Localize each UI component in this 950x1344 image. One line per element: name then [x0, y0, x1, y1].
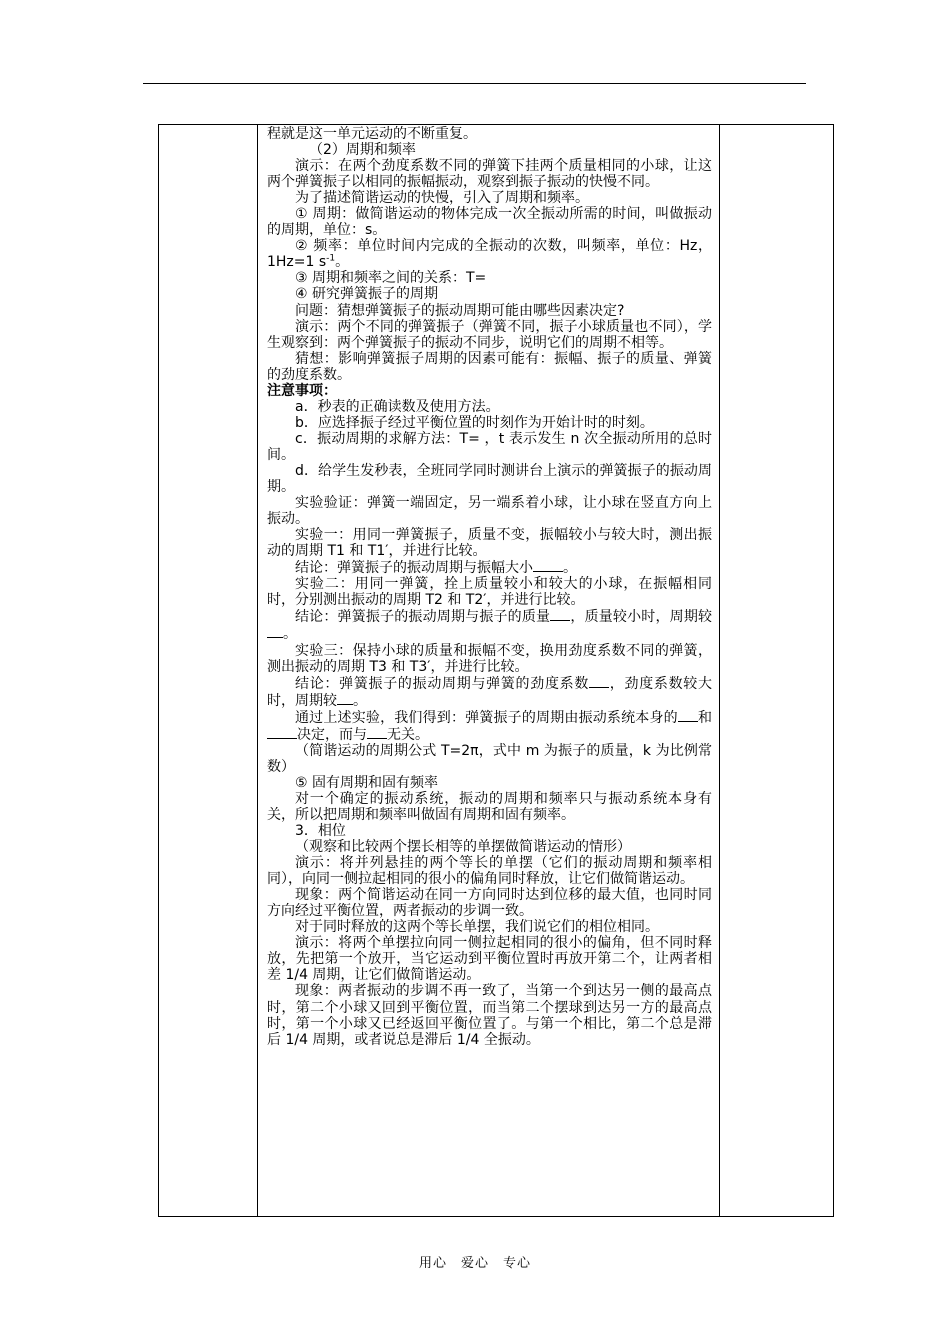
- text-line: 实验验证：弹簧一端固定，另一端系着小球，让小球在竖直方向上振动。: [267, 495, 712, 528]
- text-line: 实验一：用同一弹簧振子，质量不变，振幅较小与较大时，测出振动的周期 T1 和 T1′，并进行比较。: [267, 527, 712, 560]
- text-line: ① 周期：做简谐运动的物体完成一次全振动所需的时间，叫做振动的周期，单位：s。: [267, 206, 712, 239]
- fill-blank: [678, 709, 698, 722]
- text-line: 演示：两个不同的弹簧振子（弹簧不同，振子小球质量也不同），学生观察到：两个弹簧振子的振动不同步，说明它们的周期不相等。: [267, 318, 712, 351]
- text-line: ⑤ 固有周期和固有频率: [295, 774, 439, 791]
- text-line: 现象：两个简谐运动在同一方向同时达到位移的最大值，也同时同方向经过平衡位置，两者振动的步调一致。: [267, 887, 712, 920]
- text-line: 演示：将两个单摆拉向同一侧拉起相同的很小的偏角，但不同时释放，先把第一个放开，当它运动到平衡位置时再放开第二个，让两者相差 1/4 周期，让它们做简谐运动。: [267, 935, 712, 984]
- text-line: 对一个确定的振动系统，振动的周期和频率只与振动系统本身有关，所以把周期和频率叫做固有周期和固有频率。: [267, 790, 712, 823]
- column-divider-right: [719, 125, 720, 1216]
- text-line: 猜想：影响弹簧振子周期的因素可能有：振幅、振子的质量、弹簧的劲度系数。: [267, 350, 712, 383]
- fill-blank: [589, 675, 609, 688]
- fill-blank: [267, 625, 283, 638]
- fill-blank: [533, 559, 563, 572]
- fill-blank: [267, 726, 297, 739]
- section-heading-period-frequency: （2）周期和频率: [309, 142, 416, 159]
- text-line: （观察和比较两个摆长相等的单摆做简谐运动的情形）: [295, 839, 631, 856]
- text-line: 实验二：用同一弹簧，拴上质量较小和较大的小球，在振幅相同时，分别测出振动的周期 T2 和 T2′，并进行比较。: [267, 576, 712, 609]
- column-divider-left: [257, 125, 258, 1216]
- lesson-content: [267, 126, 712, 1048]
- fill-blank: [367, 726, 387, 739]
- text-line: b．应选择振子经过平衡位置的时刻作为开始计时的时刻。: [295, 414, 654, 431]
- lesson-table: [158, 124, 834, 1217]
- header-rule: [143, 83, 806, 84]
- text-line: c．振动周期的求解方法：T= ，t 表示发生 n 次全振动所用的总时间。: [267, 430, 712, 463]
- text-line: 为了描述简谐运动的快慢，引入了周期和频率。: [295, 190, 589, 207]
- notes-heading: 注意事项：: [267, 382, 337, 399]
- text-line: 问题：猜想弹簧振子的振动周期可能由哪些因素决定?: [295, 302, 625, 319]
- text-line: ④ 研究弹簧振子的周期: [295, 286, 439, 303]
- text-line: 演示：在两个劲度系数不同的弹簧下挂两个质量相同的小球，让这两个弹簧振子以相同的振幅振动，观察到振子振动的快慢不同。: [267, 158, 712, 191]
- text-line: d．给学生发秒表，全班同学同时测讲台上演示的弹簧振子的振动周期。: [267, 462, 712, 496]
- text-line: 对于同时释放的这两个等长单摆，我们说它们的相位相同。: [295, 919, 659, 936]
- text-line: 结论：弹簧振子的振动周期与弹簧的劲度系数 ，劲度系数较大时，周期较 。: [267, 675, 713, 709]
- text-line: 通过上述实验，我们得到：弹簧振子的周期由振动系统本身的 和决定，而与 无关。: [267, 709, 712, 743]
- text-line: a．秒表的正确读数及使用方法。: [295, 398, 500, 415]
- fill-blank: [337, 692, 353, 705]
- text-line: （简谐运动的周期公式 T=2π，式中 m 为振子的质量，k 为比例常数）: [267, 742, 712, 775]
- section-heading-phase: 3．相位: [295, 823, 346, 840]
- text-line: 演示：将并列悬挂的两个等长的单摆（它们的振动周期和频率相同），向同一侧拉起相同的很小的偏角同时释放，让它们做简谐运动。: [267, 855, 712, 888]
- text-line: 现象：两者振动的步调不再一致了，当第一个到达另一侧的最高点时，第二个小球又回到平衡位置，而当第二个摆球到达另一方的最高点时，第一个小球又已经返回平衡位置了。与第一个相比，第二个总是滞后 1/4 周期，或者说总是滞后 1/4 全振动。: [267, 983, 712, 1048]
- page-footer: 用心 爱心 专心: [418, 1256, 531, 1271]
- text-line: 结论：弹簧振子的振动周期与振幅大小 。: [295, 560, 577, 577]
- fill-blank: [550, 608, 570, 621]
- text-line: ③ 周期和频率之间的关系：T=: [295, 270, 487, 287]
- text-line: 结论：弹簧振子的振动周期与振子的质量 ，质量较小时，周期较。: [267, 608, 712, 642]
- text-line: ② 频率：单位时间内完成的全振动的次数，叫频率，单位：Hz，1Hz=1 $s^{-1}$。: [267, 238, 712, 271]
- text-line: 实验三：保持小球的质量和振幅不变，换用劲度系数不同的弹簧，测出振动的周期 T3 和 T3′，并进行比较。: [267, 642, 712, 675]
- text-line: 程就是这一单元运动的不断重复。: [267, 126, 477, 142]
